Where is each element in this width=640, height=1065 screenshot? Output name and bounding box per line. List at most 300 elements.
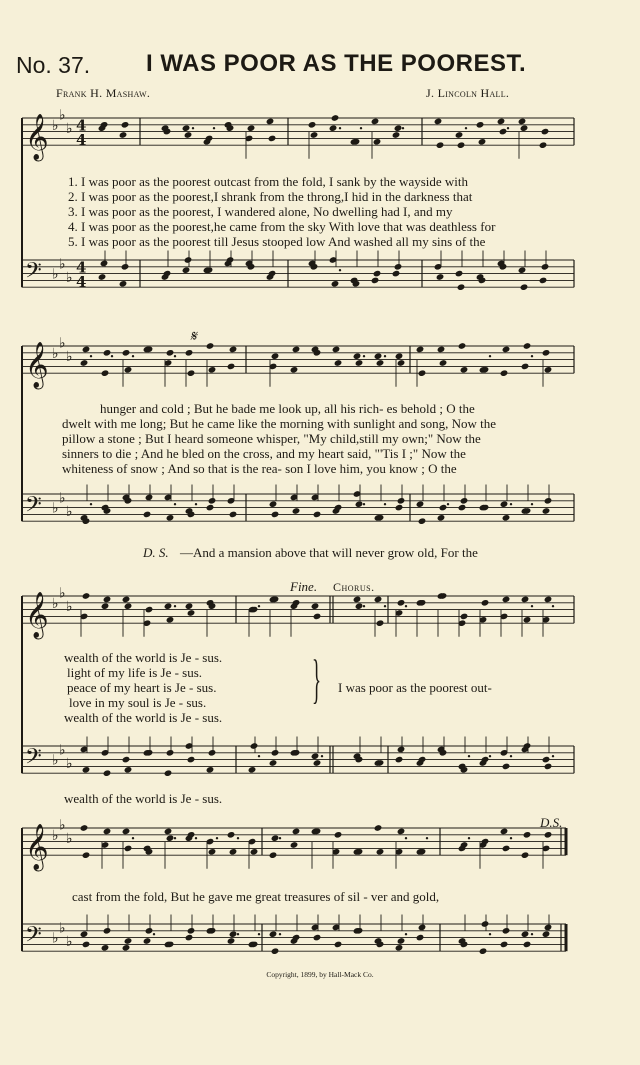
note-head xyxy=(394,124,403,132)
note-head xyxy=(481,599,490,607)
flat-icon: ♭ xyxy=(66,756,73,772)
note-head xyxy=(542,507,551,515)
note-dot xyxy=(174,837,176,839)
note-head xyxy=(119,280,128,288)
note-head xyxy=(164,602,173,610)
flat-icon: ♭ xyxy=(66,831,73,848)
note-head xyxy=(271,947,280,955)
time-signature-top: 4 xyxy=(76,116,87,135)
note-head xyxy=(374,352,383,360)
note-head xyxy=(184,256,193,264)
note-head xyxy=(539,277,548,285)
note-head xyxy=(397,599,406,607)
segno-sign: 𝄋 xyxy=(190,329,197,345)
chorus-label: Chorus. xyxy=(333,580,375,594)
note-head xyxy=(124,937,133,945)
note-dot xyxy=(213,127,215,129)
note-head xyxy=(436,141,445,149)
note-head xyxy=(82,941,91,949)
note-dot xyxy=(531,355,533,357)
note-head xyxy=(395,352,404,360)
note-head xyxy=(119,131,128,139)
note-dot xyxy=(237,933,239,935)
fine-label: Fine. xyxy=(290,579,318,594)
note-dot xyxy=(90,355,92,357)
note-head xyxy=(124,366,133,374)
note-dot xyxy=(195,503,197,505)
note-head xyxy=(271,834,280,842)
note-head xyxy=(376,848,385,856)
note-head xyxy=(310,131,319,139)
note-head xyxy=(271,511,280,519)
note-head xyxy=(544,366,553,374)
note-head xyxy=(268,135,277,143)
note-head xyxy=(416,934,425,942)
note-head xyxy=(521,930,530,938)
note-head xyxy=(124,766,133,774)
flat-icon: ♭ xyxy=(52,827,59,844)
note-dot xyxy=(405,837,407,839)
note-head xyxy=(166,349,175,357)
note-dot xyxy=(111,355,113,357)
note-head xyxy=(166,834,175,842)
note-dot xyxy=(216,837,218,839)
note-head xyxy=(523,831,532,839)
note-dot xyxy=(384,503,386,505)
note-head xyxy=(436,273,445,281)
note-dot xyxy=(531,503,533,505)
note-head xyxy=(497,118,506,126)
note-head xyxy=(481,920,490,928)
note-head xyxy=(518,266,527,274)
flat-icon: ♭ xyxy=(66,504,73,520)
note-head xyxy=(397,746,406,754)
note-head xyxy=(250,848,259,856)
note-head xyxy=(518,118,527,126)
note-head xyxy=(143,511,152,519)
note-head xyxy=(460,366,469,374)
note-dot xyxy=(174,355,176,357)
note-head xyxy=(355,602,364,610)
note-head xyxy=(103,596,112,604)
note-head xyxy=(539,141,548,149)
note-head xyxy=(98,273,107,281)
note-head xyxy=(269,930,278,938)
note-dot xyxy=(132,837,134,839)
note-dot xyxy=(384,605,386,607)
note-head xyxy=(227,363,236,371)
bass-clef-icon: 𝄢 xyxy=(25,922,42,953)
note-head xyxy=(187,756,196,764)
note-head xyxy=(521,596,530,604)
note-head xyxy=(331,280,340,288)
note-head xyxy=(457,283,466,291)
note-head xyxy=(206,504,215,512)
note-dot xyxy=(405,605,407,607)
note-head xyxy=(437,514,446,522)
note-dot xyxy=(402,127,404,129)
flat-icon: ♭ xyxy=(66,270,73,286)
note-head xyxy=(418,369,427,377)
note-head xyxy=(80,824,89,832)
note-head xyxy=(182,266,191,274)
verse-line-3: pillow a stone ; But I heard someone whisper, "My child,still my own;" Now the xyxy=(62,431,481,446)
note-head xyxy=(392,270,401,278)
note-head xyxy=(523,342,532,350)
note-head xyxy=(353,352,362,360)
note-head xyxy=(397,497,406,505)
note-dot xyxy=(405,933,407,935)
note-dot xyxy=(279,933,281,935)
note-dot xyxy=(468,837,470,839)
note-head xyxy=(208,497,217,505)
note-dot xyxy=(465,127,467,129)
note-head xyxy=(166,616,175,624)
note-head xyxy=(208,749,217,757)
note-head xyxy=(248,766,257,774)
note-head xyxy=(460,497,469,505)
note-head xyxy=(82,346,91,354)
note-head xyxy=(457,141,466,149)
note-dot xyxy=(174,605,176,607)
lyricist-credit: Frank H. Mashaw. xyxy=(56,86,151,100)
note-head xyxy=(292,346,301,354)
cast-line: cast from the fold, But he gave me great treasures of sil - ver and gold, xyxy=(72,889,440,904)
note-head xyxy=(395,944,404,952)
note-head xyxy=(101,602,110,610)
note-head xyxy=(437,346,446,354)
flat-icon: ♭ xyxy=(59,107,66,124)
note-head xyxy=(145,494,154,502)
note-head xyxy=(544,763,553,771)
flat-icon: ♭ xyxy=(52,500,59,517)
note-head xyxy=(541,263,550,271)
note-head xyxy=(374,824,383,832)
note-head xyxy=(103,927,112,935)
note-head xyxy=(229,848,238,856)
note-dot xyxy=(360,127,362,129)
note-dot xyxy=(552,755,554,757)
flat-icon: ♭ xyxy=(59,920,66,937)
note-head xyxy=(122,828,131,836)
note-head xyxy=(250,742,259,750)
note-head xyxy=(208,848,217,856)
note-head xyxy=(145,606,154,614)
note-head xyxy=(434,118,443,126)
refrain-line-2: light of my life is Je - sus. xyxy=(67,665,203,680)
note-head xyxy=(455,270,464,278)
time-signature-bottom: 4 xyxy=(76,273,87,292)
refrain-line-4: love in my soul is Je - sus. xyxy=(69,695,207,710)
note-head xyxy=(416,500,425,508)
note-dot xyxy=(363,355,365,357)
note-dot xyxy=(507,127,509,129)
verse-line-1: hunger and cold ; But he bade me look up, all his rich- es behold ; O the xyxy=(100,401,475,416)
note-head xyxy=(371,277,380,285)
note-dot xyxy=(426,837,428,839)
note-head xyxy=(520,283,529,291)
note-dot xyxy=(468,755,470,757)
hymn-number: No. 37. xyxy=(16,52,91,78)
note-head xyxy=(418,517,427,525)
note-head xyxy=(502,927,511,935)
note-dot xyxy=(174,503,176,505)
verse-line-5: whiteness of snow ; And so that is the rea- son I love him, you know ; O the xyxy=(62,461,457,476)
note-head xyxy=(374,596,383,604)
verse-line-2: dwelt with me long; But he came like the morning with sunlight and song, Now the xyxy=(62,416,496,431)
note-head xyxy=(500,828,509,836)
note-head xyxy=(185,602,194,610)
ds-refrain-text: wealth of the world is Je - sus. xyxy=(64,791,223,806)
note-head xyxy=(521,851,530,859)
flat-icon: ♭ xyxy=(52,266,59,283)
note-head xyxy=(397,828,406,836)
note-head xyxy=(502,845,511,853)
note-dot xyxy=(153,933,155,935)
note-head xyxy=(502,514,511,522)
note-head xyxy=(500,369,509,377)
note-head xyxy=(355,359,364,367)
treble-clef-icon: 𝄞 xyxy=(25,342,49,389)
note-head xyxy=(101,944,110,952)
treble-clef-icon: 𝄞 xyxy=(25,114,49,161)
flat-icon: ♭ xyxy=(52,752,59,769)
note-head xyxy=(523,941,532,949)
note-dot xyxy=(192,127,194,129)
flat-icon: ♭ xyxy=(66,934,73,950)
note-head xyxy=(82,766,91,774)
note-dot xyxy=(510,755,512,757)
flat-icon: ♭ xyxy=(66,349,73,366)
note-dot xyxy=(489,933,491,935)
note-head xyxy=(122,756,131,764)
refrain-line-5: wealth of the world is Je - sus. xyxy=(64,710,223,725)
note-head xyxy=(313,934,322,942)
note-head xyxy=(271,749,280,757)
note-head xyxy=(124,845,133,853)
note-head xyxy=(542,349,551,357)
composer-credit: J. Lincoln Hall. xyxy=(426,86,510,100)
note-head xyxy=(502,763,511,771)
bass-clef-icon: 𝄢 xyxy=(25,258,42,289)
refrain-line-1: wealth of the world is Je - sus. xyxy=(64,650,223,665)
note-head xyxy=(521,363,530,371)
note-head xyxy=(80,930,89,938)
note-head xyxy=(355,500,364,508)
note-head xyxy=(208,366,217,374)
note-head xyxy=(271,352,280,360)
note-head xyxy=(541,128,550,136)
note-head xyxy=(206,342,215,350)
note-dot xyxy=(321,755,323,757)
flat-icon: ♭ xyxy=(66,599,73,616)
verse-line-3: 3. I was poor as the poorest, I wandered alone, No dwelling had I, and my xyxy=(68,204,453,219)
treble-clef-icon: 𝄞 xyxy=(25,824,49,871)
note-head xyxy=(185,934,194,942)
note-head xyxy=(227,831,236,839)
note-head xyxy=(122,349,131,357)
note-head xyxy=(353,596,362,604)
flat-icon: ♭ xyxy=(52,930,59,947)
note-head xyxy=(187,609,196,617)
note-head xyxy=(455,131,464,139)
note-head xyxy=(544,924,553,932)
note-head xyxy=(542,756,551,764)
note-head xyxy=(332,346,341,354)
note-head xyxy=(416,346,425,354)
note-head xyxy=(143,937,152,945)
note-head xyxy=(290,841,299,849)
note-head xyxy=(460,613,469,621)
flat-icon: ♭ xyxy=(59,335,66,352)
note-head xyxy=(313,613,322,621)
ds-end-label: D.S. xyxy=(540,815,563,830)
note-dot xyxy=(258,755,260,757)
note-head xyxy=(544,596,553,604)
verse-line-4: sinners to die ; And he bled on the cross, and my heart said, "'Tis I ;" Now the xyxy=(62,446,466,461)
note-head xyxy=(439,504,448,512)
note-head xyxy=(478,138,487,146)
note-head xyxy=(373,270,382,278)
note-head xyxy=(103,828,112,836)
note-head xyxy=(166,514,175,522)
note-head xyxy=(392,131,401,139)
note-head xyxy=(185,349,194,357)
note-head xyxy=(439,359,448,367)
note-head xyxy=(187,927,196,935)
note-head xyxy=(500,500,509,508)
note-dot xyxy=(279,837,281,839)
note-head xyxy=(395,756,404,764)
note-head xyxy=(499,128,508,136)
note-head xyxy=(80,359,89,367)
note-head xyxy=(101,369,110,377)
chorus-text: I was poor as the poorest out- xyxy=(338,680,492,695)
note-head xyxy=(476,121,485,129)
note-head xyxy=(376,619,385,627)
note-head xyxy=(82,592,91,600)
note-head xyxy=(373,138,382,146)
flat-icon: ♭ xyxy=(59,490,66,507)
note-head xyxy=(376,359,385,367)
note-head xyxy=(395,504,404,512)
note-head xyxy=(206,766,215,774)
note-head xyxy=(122,944,131,952)
note-head xyxy=(311,602,320,610)
note-head xyxy=(290,366,299,374)
note-head xyxy=(542,930,551,938)
note-head xyxy=(100,260,109,268)
note-dot xyxy=(531,933,533,935)
hymn-title: I WAS POOR AS THE POOREST. xyxy=(146,50,527,77)
note-dot xyxy=(90,503,92,505)
note-dot xyxy=(363,503,365,505)
note-head xyxy=(502,596,511,604)
note-head xyxy=(269,851,278,859)
note-dot xyxy=(258,933,260,935)
note-head xyxy=(122,596,131,604)
verse-line-5: 5. I was poor as the poorest till Jesus stooped low And washed all my sins of the xyxy=(68,234,486,249)
refrain-line-3: peace of my heart is Je - sus. xyxy=(67,680,217,695)
note-head xyxy=(292,828,301,836)
verse-line-2: 2. I was poor as the poorest,I shrank from the throng,I hid in the darkness that xyxy=(68,189,473,204)
note-head xyxy=(164,828,173,836)
note-dot xyxy=(531,605,533,607)
note-head xyxy=(103,349,112,357)
note-head xyxy=(103,769,112,777)
note-head xyxy=(500,941,509,949)
note-dot xyxy=(552,605,554,607)
copyright-notice: Copyright, 1899, by Hall-Mack Co. xyxy=(266,970,374,979)
note-dot xyxy=(510,837,512,839)
bass-clef-icon: 𝄢 xyxy=(25,744,42,775)
note-dot xyxy=(237,837,239,839)
flat-icon: ♭ xyxy=(52,345,59,362)
note-head xyxy=(269,759,278,767)
ds-text: —And a mansion above that will never grow old, For the xyxy=(180,545,478,560)
note-head xyxy=(121,121,130,129)
note-head xyxy=(292,507,301,515)
flat-icon: ♭ xyxy=(59,585,66,602)
note-head xyxy=(229,346,238,354)
note-head xyxy=(182,124,191,132)
note-head xyxy=(269,500,278,508)
note-head xyxy=(418,924,427,932)
verse-line-4: 4. I was poor as the poorest,he came from the sky With love that was deathless for xyxy=(68,219,496,234)
note-head xyxy=(124,602,133,610)
note-dot xyxy=(339,127,341,129)
note-head xyxy=(247,124,256,132)
note-head xyxy=(82,851,91,859)
note-dot xyxy=(447,503,449,505)
note-head xyxy=(544,497,553,505)
note-head xyxy=(523,616,532,624)
time-signature-top: 4 xyxy=(76,258,87,277)
note-dot xyxy=(258,605,260,607)
note-head xyxy=(229,930,238,938)
flat-icon: ♭ xyxy=(52,595,59,612)
flat-icon: ♭ xyxy=(59,817,66,834)
note-dot xyxy=(384,355,386,357)
note-head xyxy=(313,759,322,767)
note-dot xyxy=(132,355,134,357)
note-head xyxy=(166,749,175,757)
flat-icon: ♭ xyxy=(59,256,66,273)
verse-brace: } xyxy=(312,649,322,709)
note-dot xyxy=(489,355,491,357)
note-head xyxy=(308,121,317,129)
verse-line-1: 1. I was poor as the poorest outcast from the fold, I sank by the wayside with xyxy=(68,174,469,189)
note-head xyxy=(164,769,173,777)
note-dot xyxy=(195,837,197,839)
note-head xyxy=(371,118,380,126)
note-head xyxy=(458,504,467,512)
note-dot xyxy=(339,269,341,271)
note-head xyxy=(229,511,238,519)
note-head xyxy=(184,131,193,139)
note-head xyxy=(397,359,406,367)
note-dot xyxy=(489,755,491,757)
note-head xyxy=(334,941,343,949)
note-head xyxy=(266,118,275,126)
note-head xyxy=(544,831,553,839)
note-head xyxy=(520,124,529,132)
note-head xyxy=(145,927,154,935)
note-head xyxy=(187,369,196,377)
note-dot xyxy=(363,605,365,607)
ds-label: D. S. xyxy=(143,545,169,560)
note-head xyxy=(334,359,343,367)
